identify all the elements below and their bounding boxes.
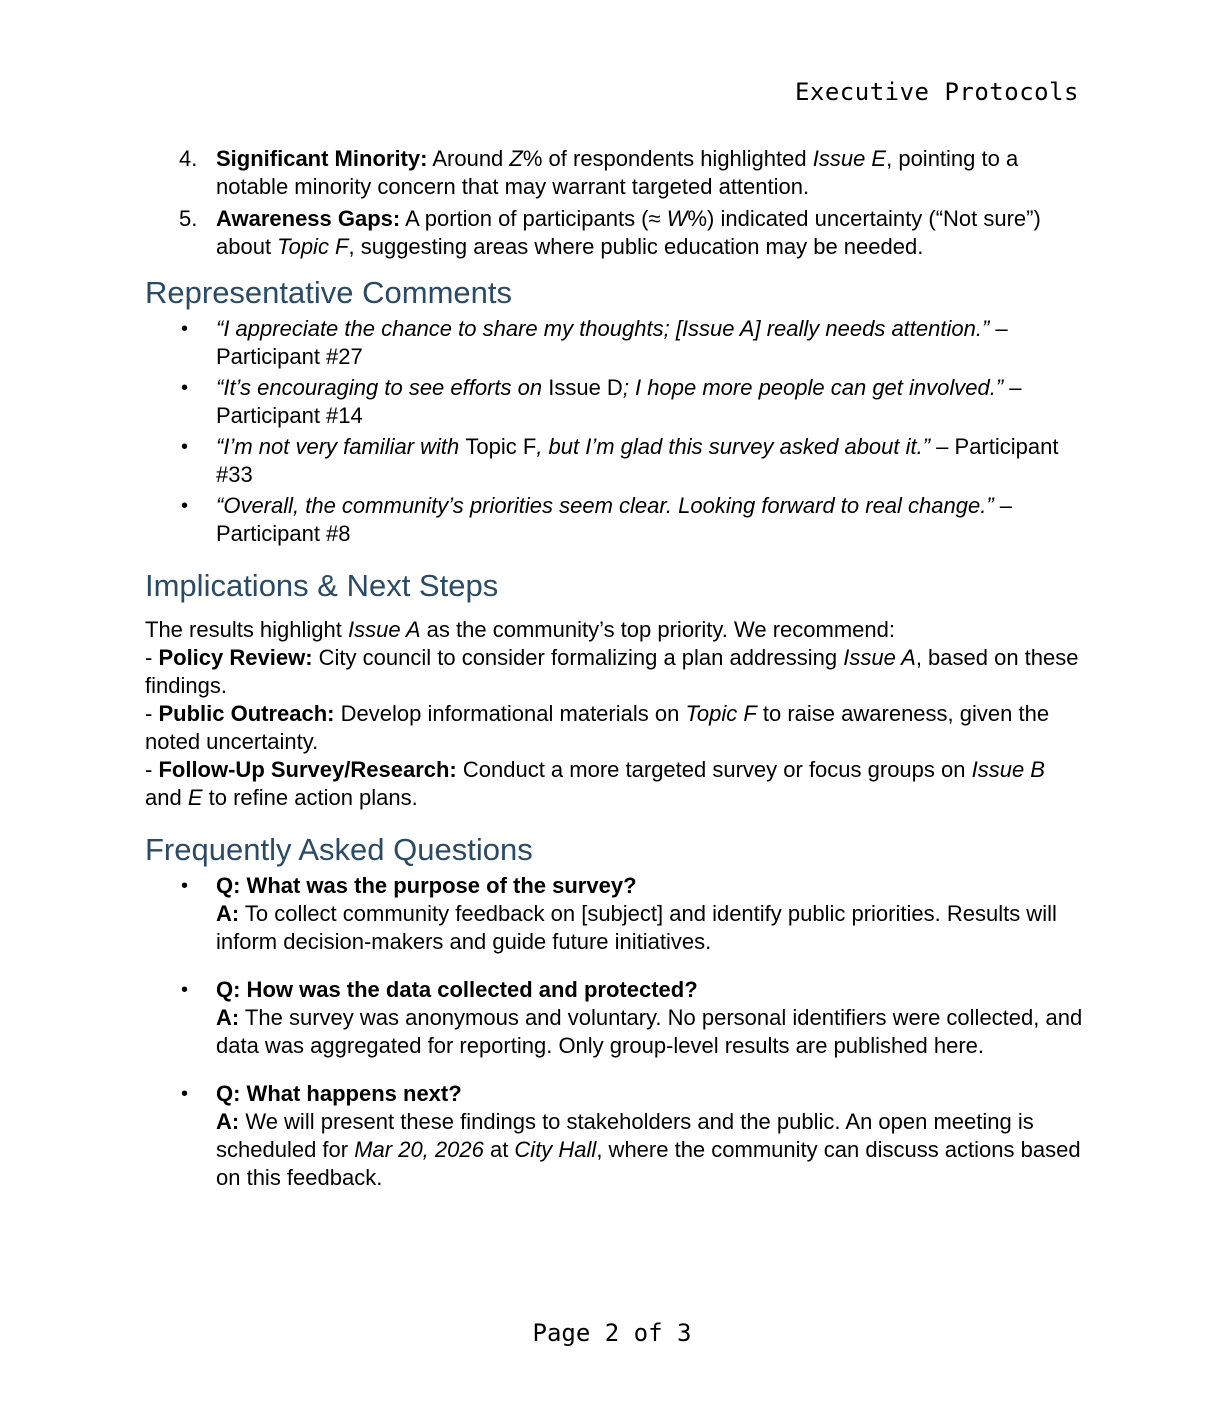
bullet-icon: •: [181, 377, 189, 399]
running-header: Executive Protocols: [794, 78, 1079, 106]
finding-text: Around: [427, 146, 510, 171]
finding-emphasis: Z: [509, 146, 523, 171]
comment-attribution: – Participant #27: [216, 316, 1008, 369]
comment-attribution: – Participant #14: [216, 375, 1022, 428]
page-number: Page 2 of 3: [532, 1319, 692, 1347]
finding-text: A portion of participants (≈: [400, 206, 667, 231]
comment-attribution: – Participant #33: [216, 434, 1059, 487]
text: Develop informational materials on: [334, 701, 686, 726]
finding-item: [145, 205, 1085, 261]
recommendation-label: Public Outreach:: [158, 701, 335, 726]
finding-number: 4.: [179, 146, 198, 171]
recommendation-label: Policy Review:: [158, 645, 313, 670]
faq-question: Q: What happens next?: [216, 1081, 462, 1106]
comment-item: [145, 374, 1085, 430]
faq-answer: To collect community feedback on [subject] and identify public priorities. Results will inform decision-makers and guide future initiatives.: [216, 901, 1057, 954]
text: The results highlight: [145, 617, 348, 642]
recommendation-label: Follow-Up Survey/Research:: [158, 757, 457, 782]
page-content: [145, 145, 1085, 1212]
section-heading-faq: Frequently Asked Questions: [145, 832, 533, 867]
finding-text: , suggesting areas where public education may be needed.: [348, 234, 924, 259]
text: as the community’s top priority. We recommend:: [420, 617, 895, 642]
text: , based on these findings.: [145, 645, 1079, 698]
comment-plain: Topic F: [465, 434, 537, 459]
comment-attribution: – Participant #8: [216, 493, 1013, 546]
comment-quote: “It’s encouraging to see efforts on: [216, 375, 549, 400]
finding-emphasis: W: [666, 206, 688, 231]
finding-text: %) indicated uncertainty (“Not sure”) about: [216, 206, 1041, 259]
faq-answer: at: [483, 1137, 515, 1162]
bullet-icon: •: [181, 875, 189, 897]
finding-emphasis: Issue E: [812, 146, 887, 171]
faq-question: Q: What was the purpose of the survey?: [216, 873, 637, 898]
dash: -: [145, 757, 159, 782]
emphasis: City Hall: [514, 1137, 597, 1162]
section-heading-comments: Representative Comments: [145, 275, 512, 310]
faq-answer-label: A:: [216, 1109, 240, 1134]
faq-answer: We will present these findings to stakeholders and the public. An open meeting is scheduled for: [216, 1109, 1034, 1162]
findings-list: [145, 145, 1085, 261]
comment-quote: ; I hope more people can get involved.”: [622, 375, 1004, 400]
text: and: [145, 785, 188, 810]
bullet-icon: •: [181, 1083, 189, 1105]
faq-list: [145, 872, 1085, 1192]
emphasis: Mar 20, 2026: [354, 1137, 484, 1162]
comment-item: [145, 315, 1085, 371]
comment-item: [145, 433, 1085, 489]
comment-quote: “I’m not very familiar with: [216, 434, 466, 459]
finding-number: 5.: [179, 206, 198, 231]
finding-emphasis: Topic F: [277, 234, 349, 259]
bullet-icon: •: [181, 436, 189, 458]
faq-answer: The survey was anonymous and voluntary. No personal identifiers were collected, and data was aggregated for reporting. Only group-level results are published here.: [216, 1005, 1083, 1058]
finding-item: [145, 145, 1085, 201]
text: City council to consider formalizing a plan addressing: [312, 645, 844, 670]
emphasis: Issue B: [971, 757, 1045, 782]
section-heading-implications: Implications & Next Steps: [145, 568, 499, 603]
comment-quote: “I appreciate the chance to share my thoughts; [Issue A] really needs attention.”: [216, 316, 990, 341]
dash: -: [145, 645, 159, 670]
text: to refine action plans.: [202, 785, 418, 810]
finding-text: , pointing to a notable minority concern that may warrant targeted attention.: [216, 146, 1019, 199]
emphasis: E: [187, 785, 203, 810]
comments-list: [145, 315, 1085, 548]
finding-title: Awareness Gaps:: [216, 206, 401, 231]
emphasis: Issue A: [843, 645, 916, 670]
faq-item: [145, 1080, 1085, 1192]
bullet-icon: •: [181, 495, 189, 517]
comment-quote: “Overall, the community’s priorities seem clear. Looking forward to real change.”: [216, 493, 994, 518]
text: Conduct a more targeted survey or focus groups on: [456, 757, 972, 782]
comment-item: [145, 492, 1085, 548]
emphasis: Issue A: [348, 617, 421, 642]
faq-question: Q: How was the data collected and protected?: [216, 977, 698, 1002]
faq-item: [145, 976, 1085, 1060]
faq-answer-label: A:: [216, 1005, 240, 1030]
faq-answer-label: A:: [216, 901, 240, 926]
finding-text: % of respondents highlighted: [522, 146, 813, 171]
faq-item: [145, 872, 1085, 956]
implications-paragraph: [145, 616, 1085, 812]
comment-quote: , but I’m glad this survey asked about it.”: [536, 434, 931, 459]
text: to raise awareness, given the noted uncertainty.: [145, 701, 1050, 754]
finding-title: Significant Minority:: [216, 146, 428, 171]
dash: -: [145, 701, 159, 726]
bullet-icon: •: [181, 979, 189, 1001]
bullet-icon: •: [181, 318, 189, 340]
comment-plain: Issue D: [548, 375, 623, 400]
emphasis: Topic F: [685, 701, 757, 726]
faq-answer: , where the community can discuss actions based on this feedback.: [216, 1137, 1081, 1190]
